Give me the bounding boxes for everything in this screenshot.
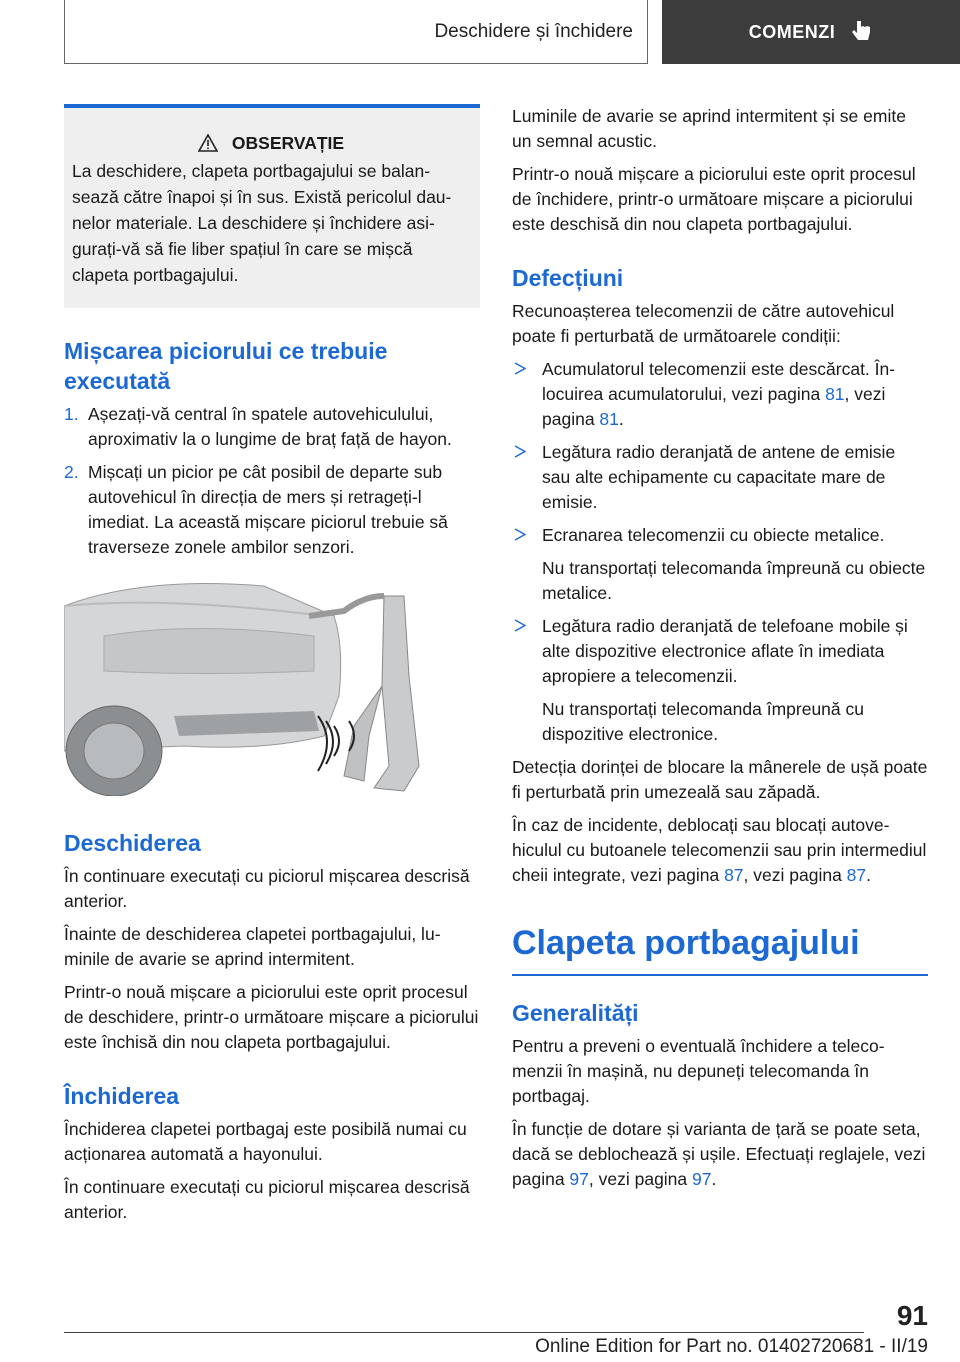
faults-intro: Recunoașterea telecomenzii de către autovehicul poate fi perturbată de următoarele condiții: (512, 301, 895, 346)
page-link[interactable]: 97 (569, 1169, 589, 1189)
closing-heading: Închiderea (64, 1083, 180, 1109)
foot-motion-heading: Mișcarea piciorului ce trebuie executată (64, 338, 388, 394)
bullet-subtext: Nu transportați telecomanda împreună cu obiecte metalice. (542, 558, 926, 603)
faults-list (512, 357, 928, 747)
list-item (512, 357, 928, 432)
bullet-text: , vezi pagina (542, 384, 886, 429)
opening-heading: Deschiderea (64, 830, 201, 856)
paragraph-text: , vezi pagina (588, 1169, 693, 1189)
opening-paragraph: Înainte de deschiderea clapetei portbagajului, luminile de avarie se aprind intermitent. (64, 924, 441, 969)
closing-paragraph: Închiderea clapetei portbagaj este posibilă numai cu acționarea automată a hayonului. (64, 1119, 467, 1164)
left-column (64, 104, 480, 1233)
header-section-tab (64, 0, 648, 64)
note-title: OBSERVAȚIE (231, 133, 345, 153)
warning-icon (198, 134, 218, 152)
bullet-text: Legătura radio deranjată de telefoane mobile și alte dispozitive electronice aflate în imediata apropiere a telecomenzii. (542, 616, 908, 686)
intro-paragraph: Printr-o nouă mișcare a piciorului este oprit procesul de închidere, printr-o următoare mișcare a piciorului este deschisă din nou clapeta portbagajului. (512, 164, 916, 234)
note-box (64, 104, 480, 308)
footer-divider (64, 1332, 864, 1333)
tailgate-paragraph (512, 1117, 928, 1192)
faults-paragraph: Detecția dorinței de blocare la mânerele de ușă poate fi perturbată prin umezeală sau zăpadă. (512, 757, 928, 802)
bullet-triangle-icon (514, 528, 526, 541)
foot-motion-steps (64, 402, 480, 560)
tailgate-paragraph: Pentru a preveni o eventuală închidere a telecomenzii în mașină, nu depuneți telecomanda în portbagaj. (512, 1036, 885, 1106)
page-link[interactable]: 81 (825, 384, 845, 404)
opening-paragraph: În continuare executați cu piciorul mișcarea descrisă anterior. (64, 866, 470, 911)
list-item (64, 402, 480, 452)
tailgate-heading-rule (512, 922, 928, 976)
general-subheading: Generalități (512, 1000, 639, 1026)
footer-edition: Online Edition for Part no. 01402720681 - II/19 (535, 1336, 928, 1357)
page-link[interactable]: 81 (599, 409, 619, 429)
step-text: Așezați-vă central în spatele autovehiculului, aproximativ la o lungime de braț față de hayon. (88, 404, 452, 449)
bullet-triangle-icon (514, 619, 526, 632)
header-section-title: Deschidere și închidere (434, 20, 633, 42)
header-chapter-tab (662, 0, 960, 64)
list-item (512, 440, 928, 515)
paragraph-text: În funcție de dotare și varianta de țară se poate seta, dacă se deblochează și ușile. Efectuați reglajele, vezi pagina (512, 1119, 926, 1189)
right-column (512, 104, 928, 1200)
page-link[interactable]: 97 (692, 1169, 712, 1189)
bullet-text: Acumulatorul telecomenzii este descărcat. Înlocuirea acumulatorului, vezi pagina (542, 359, 896, 404)
intro-paragraph: Luminile de avarie se aprind intermitent și se emite un semnal acustic. (512, 106, 906, 151)
kick-sensor-illustration (64, 576, 480, 796)
paragraph-text: În caz de incidente, deblocați sau blocați autovehiculul cu butoanele telecomenzii sau prin intermediul cheii integrate, vezi pagina (512, 815, 927, 885)
tailgate-heading: Clapeta portbagajului (512, 924, 860, 962)
page-number: 91 (896, 1300, 928, 1331)
paragraph-text: . (711, 1169, 717, 1189)
bullet-text: . (618, 409, 624, 429)
opening-paragraph: Printr-o nouă mișcare a piciorului este oprit procesul de deschidere, printr-o următoare mișcare a piciorului este închisă din nou clapeta portbagajului. (64, 982, 479, 1052)
bullet-subtext: Nu transportați telecomanda împreună cu dispozitive electronice. (542, 699, 864, 744)
note-header (72, 130, 470, 156)
bullet-text: Ecranarea telecomenzii cu obiecte metalice. (542, 525, 885, 545)
page-link[interactable]: 87 (724, 865, 744, 885)
note-text: La deschidere, clapeta portbagajului se balansează către înapoi și în sus. Există pericolul daunelor materiale. La deschidere și închidere asigurați-vă să fie liber spațiul în care se mișcă clapeta portbagajului. (72, 161, 452, 285)
step-number: 1. (64, 404, 79, 424)
hand-pointer-icon (849, 19, 873, 45)
list-item (512, 614, 928, 747)
bullet-triangle-icon (514, 362, 526, 375)
faults-heading: Defecțiuni (512, 265, 624, 291)
step-number: 2. (64, 462, 79, 482)
closing-paragraph: În continuare executați cu piciorul mișcarea descrisă anterior. (64, 1177, 470, 1222)
page-link[interactable]: 87 (846, 865, 867, 885)
list-item (64, 460, 480, 560)
paragraph-text: . (866, 865, 872, 885)
bullet-text: Legătura radio deranjată de antene de emisie sau alte echipamente cu capacitate mare de emisie. (542, 442, 896, 512)
list-item (512, 523, 928, 606)
bullet-triangle-icon (514, 445, 526, 458)
step-text: Mișcați un picior pe cât posibil de departe sub autovehicul în direcția de mers și retrageți-l imediat. La această mișcare piciorul trebuie să traverseze zonele ambilor senzori. (88, 462, 448, 557)
faults-paragraph (512, 813, 928, 888)
header-chapter-title: COMENZI (748, 21, 836, 42)
paragraph-text: , vezi pagina (743, 865, 847, 885)
